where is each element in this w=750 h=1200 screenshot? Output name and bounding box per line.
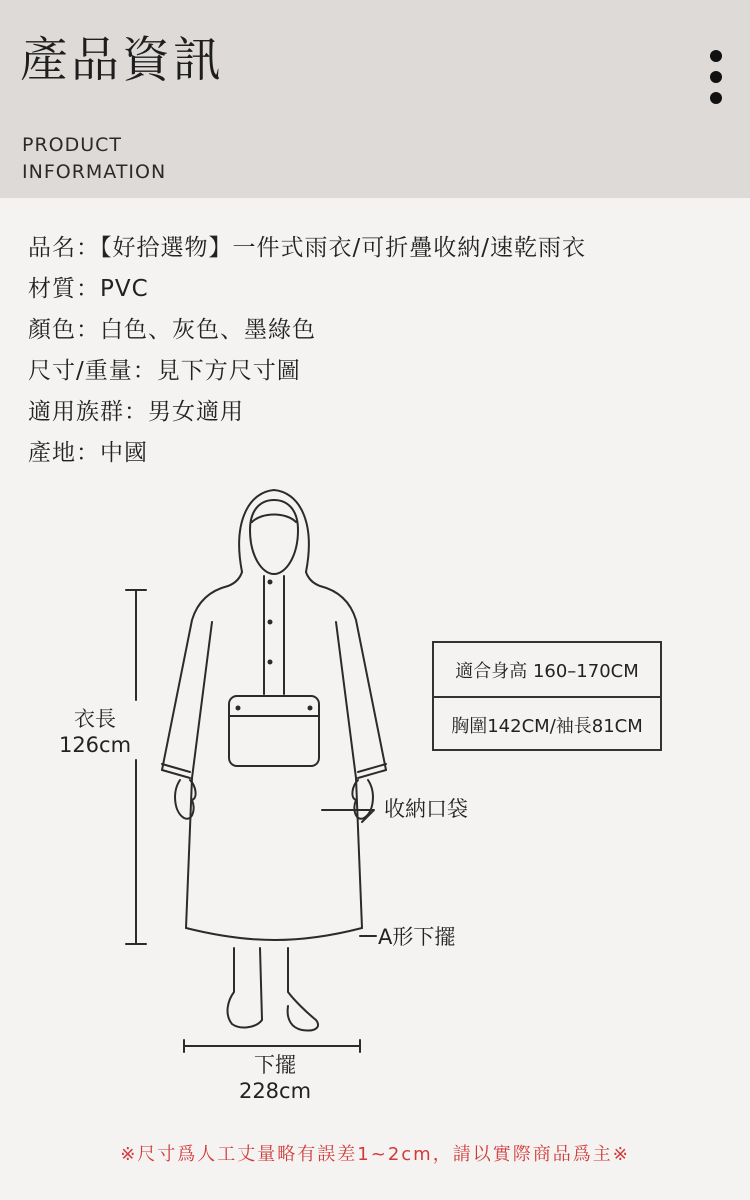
- fit-height-row: 適合身高 160–170CM: [455, 660, 639, 682]
- right-leg: [288, 948, 318, 1031]
- header-banner: [0, 0, 750, 198]
- spec-item-material: 材質：PVC: [28, 276, 149, 302]
- pocket-label: 收納口袋: [384, 797, 468, 821]
- subtitle-line-1: PRODUCT: [22, 134, 123, 156]
- spec-item-colors: 顏色：白色、灰色、墨綠色: [28, 317, 316, 343]
- chest-sleeve-row: 胸圍142CM/袖長81CM: [434, 696, 660, 751]
- spec-item-size-weight: 尺寸/重量：見下方尺寸圖: [28, 358, 301, 384]
- hem-measure: [184, 1040, 360, 1052]
- subtitle-line-2: INFORMATION: [22, 161, 167, 183]
- length-measure: [126, 590, 146, 944]
- size-info-box: [432, 641, 662, 751]
- spec-item-name: 品名：【好拾選物】一件式雨衣/可折疊收納/速乾雨衣: [28, 235, 586, 261]
- spec-item-target-group: 適用族群：男女適用: [28, 399, 244, 425]
- hem-line: [186, 928, 362, 940]
- right-body-side: [356, 778, 362, 928]
- placket: [264, 576, 284, 694]
- hood-brim: [252, 515, 296, 523]
- length-label: 衣長 126cm: [58, 707, 132, 757]
- page-subtitle: [22, 132, 166, 186]
- left-body-side: [186, 778, 192, 928]
- spec-item-origin: 產地：中國: [28, 440, 148, 466]
- hood-right-drop: [306, 572, 320, 586]
- hem-shape-label: A形下擺: [378, 925, 456, 949]
- more-options-icon[interactable]: [710, 50, 724, 113]
- front-pocket: [229, 696, 319, 766]
- left-inner-arm: [192, 622, 212, 778]
- hood-face-opening: [250, 500, 298, 574]
- hem-width-label: 下擺 228cm: [238, 1053, 312, 1103]
- hood-left-drop: [228, 572, 242, 586]
- spec-list: [28, 228, 586, 474]
- page-title: 產品資訊: [20, 32, 225, 88]
- left-shoulder-sleeve: [162, 586, 228, 770]
- measurement-note: ※尺寸爲人工丈量略有誤差1~2cm，請以實際商品爲主※: [120, 1144, 630, 1165]
- right-shoulder-sleeve: [320, 586, 386, 770]
- left-leg: [228, 948, 262, 1027]
- right-inner-arm: [336, 622, 356, 778]
- raincoat-size-diagram: [0, 470, 750, 1100]
